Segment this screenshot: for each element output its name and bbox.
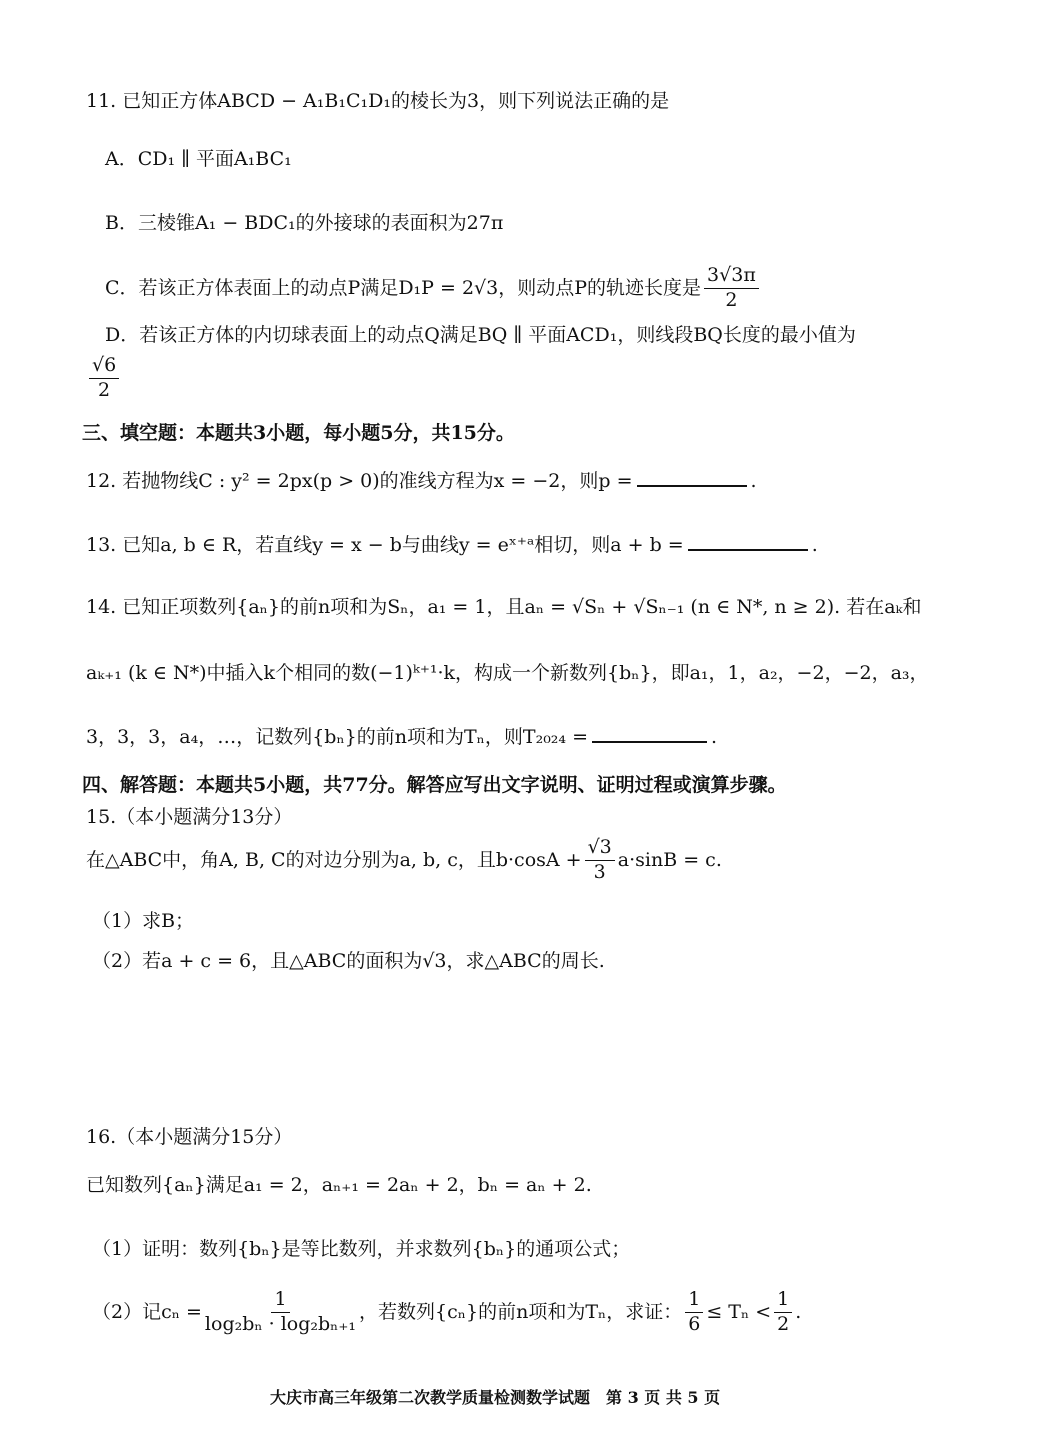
fraction-numerator: 1 [774, 1290, 792, 1313]
one-half-fraction [774, 1290, 792, 1335]
option-c-text: C．若该正方体表面上的动点P满足D₁P = 2√3，则动点P的轨迹长度是 [105, 276, 702, 299]
question-14-line-1: 14. 已知正项数列{aₙ}的前n项和为Sₙ，a₁ = 1，且aₙ = √Sₙ + √Sₙ₋₁ (n ∈ N*, n ≥ 2). 若在aₖ和 [86, 596, 922, 618]
fraction-numerator: 1 [271, 1290, 289, 1313]
answer-blank[interactable] [592, 740, 707, 743]
period: . [811, 534, 818, 556]
question-15-part-1: （1）求B； [92, 910, 195, 932]
question-12 [86, 472, 757, 491]
question-16-part-1: （1）证明：数列{bₙ}是等比数列，并求数列{bₙ}的通项公式； [92, 1238, 631, 1260]
question-11-option-b: B．三棱锥A₁ − BDC₁的外接球的表面积为27π [105, 212, 504, 234]
page-footer: 大庆市高三年级第二次教学质量检测数学试题 第 3 页 共 5 页 [270, 1388, 721, 1407]
cn-fraction [205, 1290, 356, 1335]
fraction-denominator: 2 [98, 378, 111, 401]
fraction-denominator: log₂bₙ · log₂bₙ₊₁ [204, 1312, 357, 1335]
question-13 [86, 536, 818, 555]
section-3-heading: 三、填空题：本题共3小题，每小题5分，共15分。 [82, 422, 515, 444]
period: . [750, 470, 757, 492]
question-12-text: 12. 若抛物线C : y² = 2px(p > 0)的准线方程为x = −2，则p = [86, 470, 633, 492]
part-2-text: （2）记cₙ = [92, 1300, 202, 1323]
section-4-heading: 四、解答题：本题共5小题，共77分。解答应写出文字说明、证明过程或演算步骤。 [82, 774, 787, 796]
stem-text: 在△ABC中，角A, B, C的对边分别为a, b, c，且b·cosA + [86, 848, 582, 871]
period: . [795, 1300, 802, 1323]
answer-blank[interactable] [637, 484, 747, 487]
option-d-answer [86, 356, 122, 401]
fraction-numerator: √6 [89, 356, 119, 379]
question-16-part-2 [92, 1290, 801, 1335]
sqrt3-over-3-fraction [585, 838, 615, 883]
fraction-numerator: 1 [685, 1290, 703, 1313]
question-11-option-d: D．若该正方体的内切球表面上的动点Q满足BQ ∥ 平面ACD₁，则线段BQ长度的最小值为 [105, 324, 856, 346]
fraction-denominator: 2 [777, 1312, 790, 1335]
question-16-stem: 已知数列{aₙ}满足a₁ = 2，aₙ₊₁ = 2aₙ + 2，bₙ = aₙ + 2. [86, 1174, 592, 1196]
option-c-fraction [704, 266, 759, 311]
question-14-text: 3，3，3，a₄，…，记数列{bₙ}的前n项和为Tₙ，则T₂₀₂₄ = [86, 726, 588, 748]
question-16-title: 16.（本小题满分15分） [86, 1126, 293, 1148]
question-11-option-a: A．CD₁ ∥ 平面A₁BC₁ [105, 148, 292, 170]
inequality-text: ≤ Tₙ < [706, 1300, 772, 1323]
question-14-line-2: aₖ₊₁ (k ∈ N*)中插入k个相同的数(−1)ᵏ⁺¹·k，构成一个新数列{bₙ}，即a₁，1，a₂，−2，−2，a₃， [86, 662, 929, 684]
fraction-numerator: √3 [585, 838, 615, 861]
fraction-denominator: 2 [725, 288, 738, 311]
question-15-part-2: （2）若a + c = 6，且△ABC的面积为√3，求△ABC的周长. [92, 950, 605, 972]
question-14-line-3 [86, 728, 717, 747]
question-11-stem: 11. 已知正方体ABCD − A₁B₁C₁D₁的棱长为3，则下列说法正确的是 [86, 90, 670, 112]
question-15-stem [86, 838, 722, 883]
one-sixth-fraction [685, 1290, 703, 1335]
question-13-text: 13. 已知a, b ∈ R，若直线y = x − b与曲线y = eˣ⁺ᵃ相切，则a + b = [86, 534, 684, 556]
stem-text-end: a·sinB = c. [617, 848, 722, 871]
period: . [711, 726, 718, 748]
question-11-option-c [105, 266, 762, 311]
question-15-title: 15.（本小题满分13分） [86, 806, 293, 828]
option-d-fraction [89, 356, 119, 401]
part-2-middle-text: ，若数列{cₙ}的前n项和为Tₙ，求证： [359, 1300, 683, 1323]
fraction-denominator: 3 [593, 860, 606, 883]
fraction-denominator: 6 [688, 1312, 701, 1335]
fraction-numerator: 3√3π [704, 266, 759, 289]
answer-blank[interactable] [688, 548, 808, 551]
